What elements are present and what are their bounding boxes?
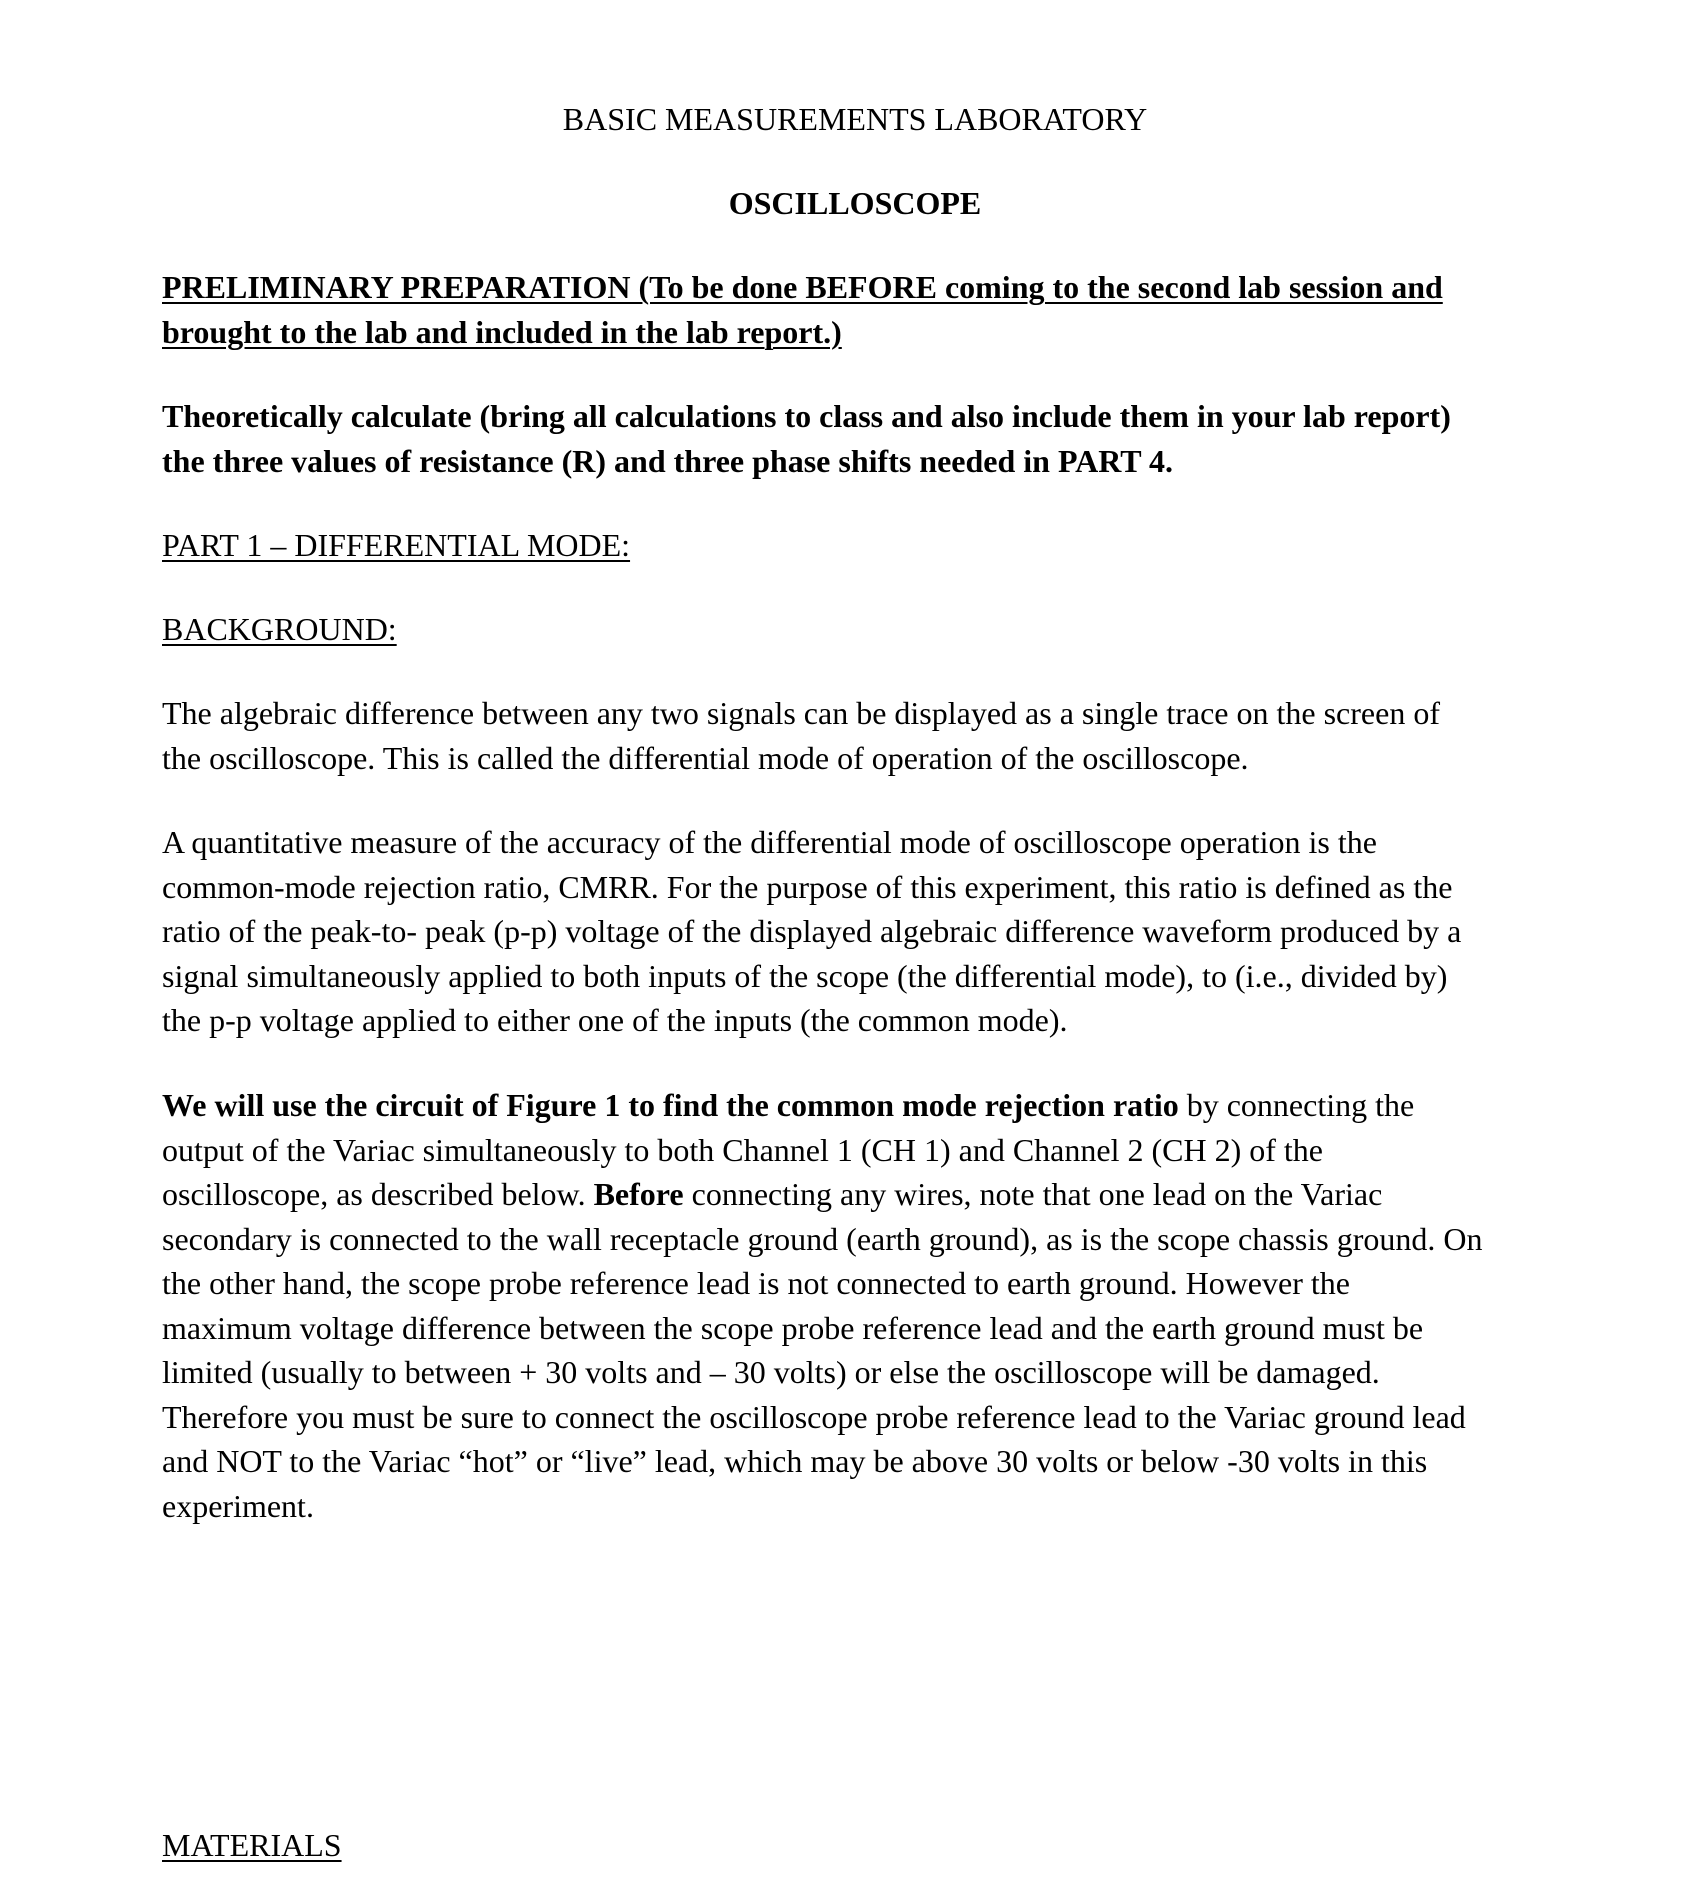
background-paragraph-3 <box>162 1083 1562 1528</box>
paragraph-line <box>162 1172 1562 1217</box>
paragraph-line: the oscilloscope. This is called the differential mode of operation of the oscilloscope. <box>162 739 1249 776</box>
paragraph-text: oscilloscope, as described below. <box>162 1176 594 1212</box>
paragraph-line: limited (usually to between + 30 volts and – 30 volts) or else the oscilloscope will be damaged. <box>162 1354 1380 1390</box>
background-paragraph-1 <box>162 691 1562 780</box>
doc-title: OSCILLOSCOPE <box>728 185 982 221</box>
background-paragraph-2 <box>162 820 1562 1043</box>
prelim-heading-line-1: PRELIMINARY PREPARATION (To be done BEFORE coming to the second lab session and <box>162 269 1443 305</box>
part1-heading <box>162 523 630 568</box>
paragraph-line: experiment. <box>162 1487 314 1524</box>
materials-heading <box>162 1823 342 1868</box>
lab-title: BASIC MEASUREMENTS LABORATORY <box>562 101 1148 137</box>
prelim-instructions <box>162 394 1562 483</box>
paragraph-line: A quantitative measure of the accuracy of the differential mode of oscilloscope operation is the <box>162 824 1377 860</box>
paragraph-line: output of the Variac simultaneously to both Channel 1 (CH 1) and Channel 2 (CH 2) of the <box>162 1131 1323 1168</box>
before-emphasis: Before <box>593 1176 684 1212</box>
paragraph-text: connecting any wires, note that one lead on the Variac <box>683 1176 1383 1212</box>
materials-heading-text: MATERIALS <box>162 1827 342 1863</box>
paragraph-line: and NOT to the Variac “hot” or “live” lead, which may be above 30 volts or below -30 volts in this <box>162 1443 1428 1479</box>
paragraph-line: secondary is connected to the wall receptacle ground (earth ground), as is the scope chassis ground. On <box>162 1220 1483 1257</box>
paragraph-line: maximum voltage difference between the scope probe reference lead and the earth ground must be <box>162 1309 1424 1346</box>
paragraph-line: Therefore you must be sure to connect the oscilloscope probe reference lead to the Variac ground lead <box>162 1398 1466 1435</box>
paragraph-line: the other hand, the scope probe reference lead is not connected to earth ground. However the <box>162 1265 1350 1301</box>
prelim-instruction-line-1: Theoretically calculate (bring all calculations to class and also include them in your lab report) <box>162 398 1451 434</box>
paragraph-line: ratio of the peak-to- peak (p-p) voltage of the displayed algebraic difference waveform produced by a <box>162 913 1462 949</box>
paragraph-line: The algebraic difference between any two signals can be displayed as a single trace on the screen of <box>162 695 1440 731</box>
prelim-heading <box>162 265 1562 354</box>
prelim-instruction-line-2: the three values of resistance (R) and three phase shifts needed in PART 4. <box>162 442 1173 479</box>
background-heading <box>162 607 397 652</box>
paragraph-line: the p-p voltage applied to either one of the inputs (the common mode). <box>162 1002 1068 1038</box>
part1-heading-text: PART 1 – DIFFERENTIAL MODE: <box>162 527 631 563</box>
figure-1-emphasis: We will use the circuit of Figure 1 to find the common mode rejection ratio <box>162 1087 1179 1123</box>
paragraph-line <box>162 1083 1562 1128</box>
paragraph-text: by connecting the <box>1178 1087 1415 1123</box>
paragraph-line: common-mode rejection ratio, CMRR. For the purpose of this experiment, this ratio is defined as the <box>162 868 1453 905</box>
prelim-heading-line-2: brought to the lab and included in the lab report.) <box>162 313 842 350</box>
background-heading-text: BACKGROUND: <box>162 611 397 647</box>
paragraph-line: signal simultaneously applied to both inputs of the scope (the differential mode), to (i.e., divided by) <box>162 957 1448 994</box>
